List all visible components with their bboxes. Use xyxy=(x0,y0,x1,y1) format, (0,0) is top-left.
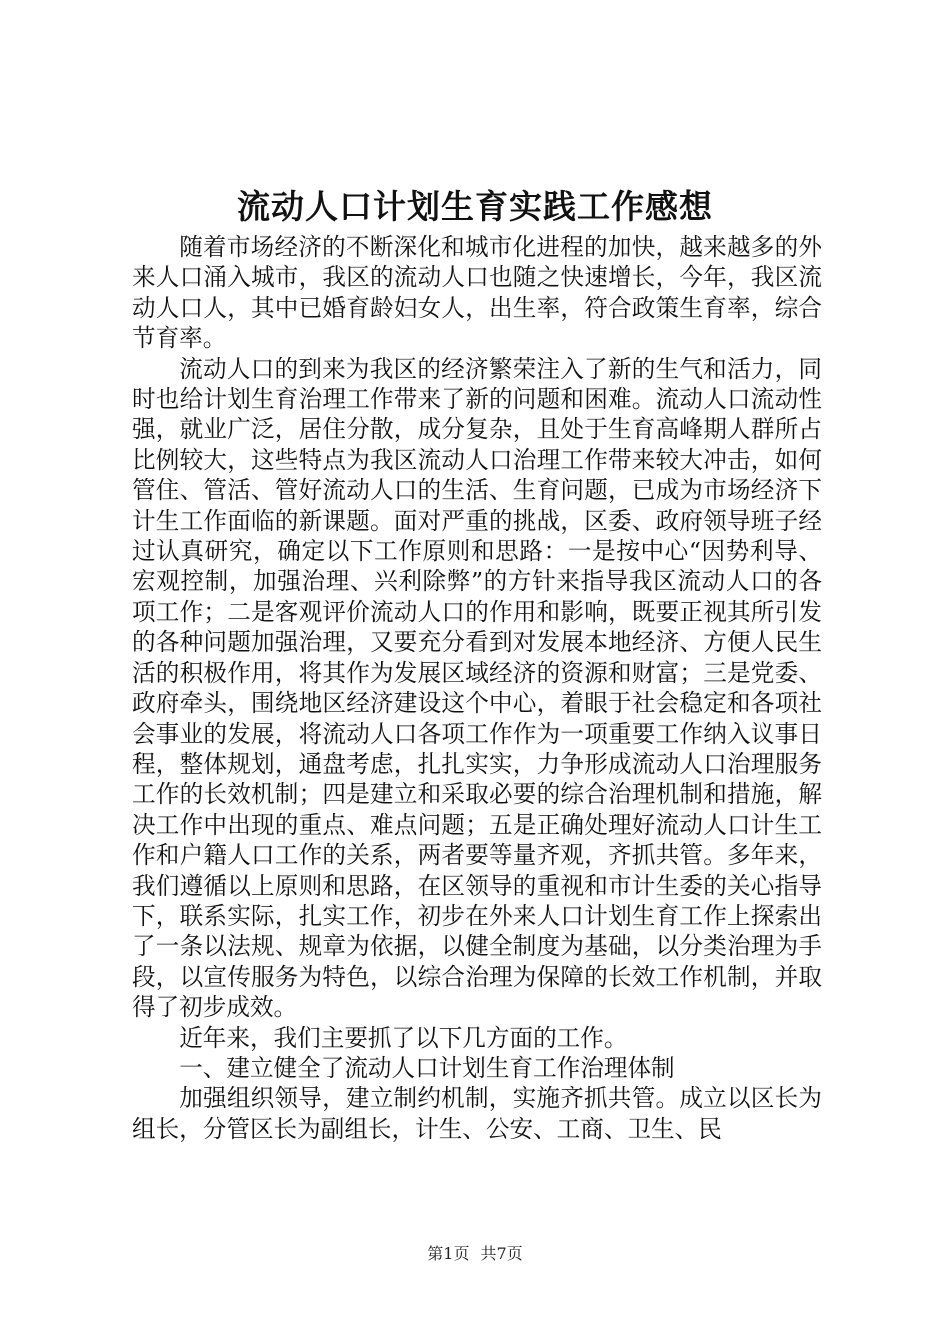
document-title: 流动人口计划生育实践工作感想 xyxy=(237,187,713,226)
document-body xyxy=(132,232,822,1144)
body-paragraph: 近年来，我们主要抓了以下几方面的工作。 xyxy=(179,1023,628,1052)
page-total: 共7页 xyxy=(480,1244,523,1263)
body-paragraph: 流动人口的到来为我区的经济繁荣注入了新的生气和活力，同时也给计划生育治理工作带来了新的问题和困难。流动人口流动性强，就业广泛，居住分散，成分复杂，且处于生育高峰期人群所占比例较大，这些特点为我区流动人口治理工作带来较大冲击，如何管住、管活、管好流动人口的生活、生育问题，已成为市场经济下计生工作面临的新课题。面对严重的挑战，区委、政府领导班子经过认真研究，确定以下工作原则和思路：一是按中心“因势利导、宏观控制，加强治理、兴利除弊”的方针来指导我区流动人口的各项工作；二是客观评价流动人口的作用和影响，既要正视其所引发的各种问题加强治理，又要充分看到对发展本地经济、方便人民生活的积极作用，将其作为发展区域经济的资源和财富；三是党委、政府牵头，围绕地区经济建设这个中心，着眼于社会稳定和各项社会事业的发展，将流动人口各项工作作为一项重要工作纳入议事日程，整体规划，通盘考虑，扎扎实实，力争形成流动人口治理服务工作的长效机制；四是建立和采取必要的综合治理机制和措施，解决工作中出现的重点、难点问题；五是正确处理好流动人口计生工作和户籍人口工作的关系，两者要等量齐观，齐抓共管。多年来，我们遵循以上原则和思路，在区领导的重视和市计生委的关心指导下，联系实际，扎实工作，初步在外来人口计划生育工作上探索出了一条以法规、规章为依据，以健全制度为基础，以分类治理为手段，以宣传服务为特色，以综合治理为保障的长效工作机制，并取得了初步成效。 xyxy=(132,354,822,1022)
body-paragraph: 加强组织领导，建立制约机制，实施齐抓共管。成立以区长为组长，分管区长为副组长，计生、公安、工商、卫生、民 xyxy=(132,1084,822,1143)
page-number: 第1页 xyxy=(427,1244,470,1263)
page-footer xyxy=(0,1244,950,1264)
section-heading: 一、建立健全了流动人口计划生育工作治理体制 xyxy=(179,1053,675,1082)
body-paragraph: 随着市场经济的不断深化和城市化进程的加快，越来越多的外来人口涌入城市，我区的流动人口也随之快速增长，今年，我区流动人口人，其中已婚育龄妇女人，出生率，符合政策生育率，综合节育率。 xyxy=(132,233,822,353)
